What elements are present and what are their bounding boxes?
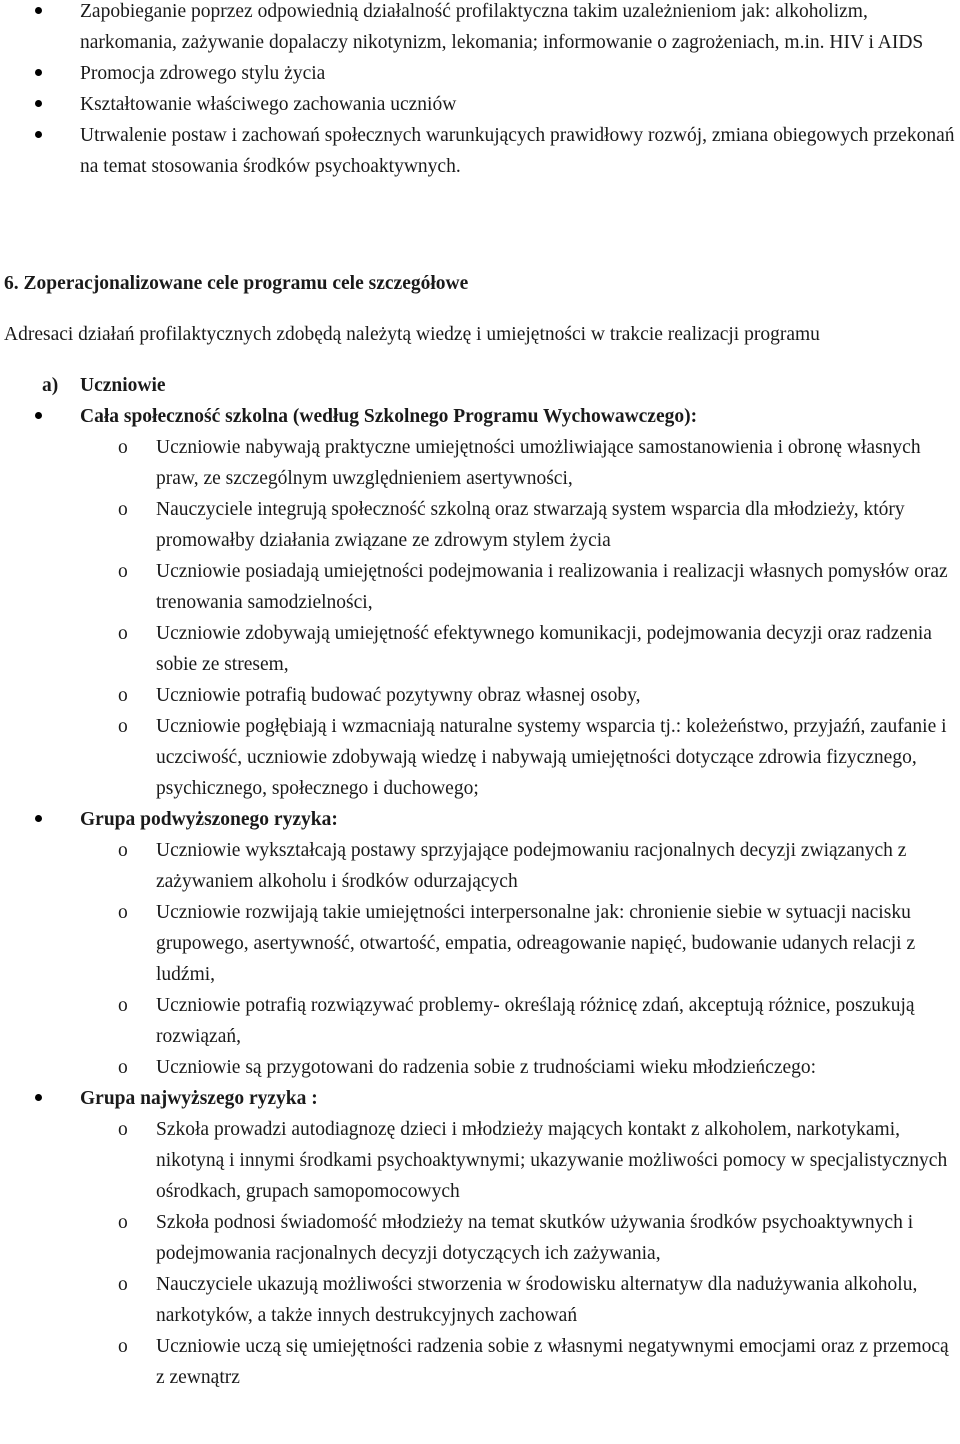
circle-bullet-icon: o	[118, 1212, 128, 1233]
circle-bullet-icon: o	[118, 840, 128, 861]
top-bullet-list	[0, 0, 960, 182]
list-item: o Uczniowie potrafią rozwiązywać problemy- określają różnicę zdań, akceptują różnice, poszukują rozwiązań,	[0, 990, 960, 1052]
section-intro: Adresaci działań profilaktycznych zdobędą należytą wiedzę i umiejętności w trakcie realizacji programu	[4, 324, 820, 345]
subsection-title: Uczniowie	[80, 375, 166, 396]
group-2-items	[0, 835, 960, 1083]
circle-bullet-icon: o	[118, 1274, 128, 1295]
circle-bullet-icon: o	[118, 1057, 128, 1078]
group-title: Cała społeczność szkolna (według Szkolnego Programu Wychowawczego):	[80, 406, 698, 427]
list-item: o Szkoła podnosi świadomość młodzieży na temat skutków używania środków psychoaktywnych i podejmowania racjonalnych decyzji dotyczących ich zażywania,	[0, 1207, 960, 1269]
bullet-icon	[35, 1094, 42, 1101]
list-item: Zapobieganie poprzez odpowiednią działalność profilaktyczna takim uzależnieniom jak: alkoholizm, narkomania, zażywanie dopalaczy nikotynizm, lekomania; informowanie o zagrożeniach, m.in. HIV i AIDS	[0, 0, 960, 58]
bullet-icon	[35, 100, 42, 107]
list-item: o Uczniowie pogłębiają i wzmacniają naturalne systemy wsparcia tj.: koleżeństwo, przyjaźń, zaufanie i uczciwość, uczniowie zdobywają wiedzę i nabywają umiejętności dotyczące zdrowia fizycznego, psychicznego, społecznego i duchowego;	[0, 711, 960, 804]
group-3-items	[0, 1114, 960, 1393]
list-item: o Nauczyciele integrują społeczność szkolną oraz stwarzają system wsparcia dla młodzieży, który promowałby działania związane ze zdrowym stylem życia	[0, 494, 960, 556]
list-item: o Uczniowie nabywają praktyczne umiejętności umożliwiające samostanowienia i obronę własnych praw, ze szczególnym uwzględnieniem asertywności,	[0, 432, 960, 494]
group-item	[0, 804, 960, 835]
groups-list	[0, 401, 960, 432]
bullet-icon	[35, 131, 42, 138]
subsection-heading	[0, 370, 960, 401]
group-item	[0, 1083, 960, 1114]
section-heading: 6. Zoperacjonalizowane cele programu cele szczegółowe	[4, 273, 469, 294]
list-item: o Uczniowie są przygotowani do radzenia sobie z trudnościami wieku młodzieńczego:	[0, 1052, 960, 1083]
list-item: o Uczniowie potrafią budować pozytywny obraz własnej osoby,	[0, 680, 960, 711]
bullet-icon	[35, 69, 42, 76]
list-item: o Uczniowie posiadają umiejętności podejmowania i realizowania i realizacji własnych pomysłów oraz trenowania samodzielności,	[0, 556, 960, 618]
list-item: o Uczniowie uczą się umiejętności radzenia sobie z własnymi negatywnymi emocjami oraz z przemocą z zewnątrz	[0, 1331, 960, 1393]
bullet-icon	[35, 7, 42, 14]
subsection-label: a)	[42, 375, 59, 396]
bullet-icon	[35, 412, 42, 419]
group-1-items	[0, 432, 960, 804]
circle-bullet-icon: o	[118, 561, 128, 582]
circle-bullet-icon: o	[118, 623, 128, 644]
list-item: o Uczniowie rozwijają takie umiejętności interpersonalne jak: chronienie siebie w sytuacji nacisku grupowego, asertywność, otwartość, empatia, odreagowanie napięć, budowanie udanych relacji z ludźmi,	[0, 897, 960, 990]
group-item	[0, 401, 960, 432]
list-item: Utrwalenie postaw i zachowań społecznych warunkujących prawidłowy rozwój, zmiana obiegowych przekonań na temat stosowania środków psychoaktywnych.	[0, 120, 960, 182]
list-item: Promocja zdrowego stylu życia	[0, 58, 960, 89]
circle-bullet-icon: o	[118, 1119, 128, 1140]
list-item: o Szkoła prowadzi autodiagnozę dzieci i młodzieży mających kontakt z alkoholem, narkotykami, nikotyną i innymi środkami psychoaktywnymi; ukazywanie możliwości pomocy w specjalistycznych ośrodkach, grupach samopomocowych	[0, 1114, 960, 1207]
list-item: o Uczniowie zdobywają umiejętność efektywnego komunikacji, podejmowania decyzji oraz radzenia sobie ze stresem,	[0, 618, 960, 680]
circle-bullet-icon: o	[118, 437, 128, 458]
list-item: o Uczniowie wykształcają postawy sprzyjające podejmowaniu racjonalnych decyzji związanych z zażywaniem alkoholu i środków odurzających	[0, 835, 960, 897]
group-title: Grupa najwyższego ryzyka :	[80, 1088, 318, 1109]
circle-bullet-icon: o	[118, 499, 128, 520]
circle-bullet-icon: o	[118, 995, 128, 1016]
list-item: o Nauczyciele ukazują możliwości stworzenia w środowisku alternatyw dla nadużywania alkoholu, narkotyków, a także innych destrukcyjnych zachowań	[0, 1269, 960, 1331]
group-title: Grupa podwyższonego ryzyka:	[80, 809, 338, 830]
bullet-icon	[35, 815, 42, 822]
circle-bullet-icon: o	[118, 716, 128, 737]
list-item: Kształtowanie właściwego zachowania uczniów	[0, 89, 960, 120]
circle-bullet-icon: o	[118, 1336, 128, 1357]
circle-bullet-icon: o	[118, 685, 128, 706]
circle-bullet-icon: o	[118, 902, 128, 923]
